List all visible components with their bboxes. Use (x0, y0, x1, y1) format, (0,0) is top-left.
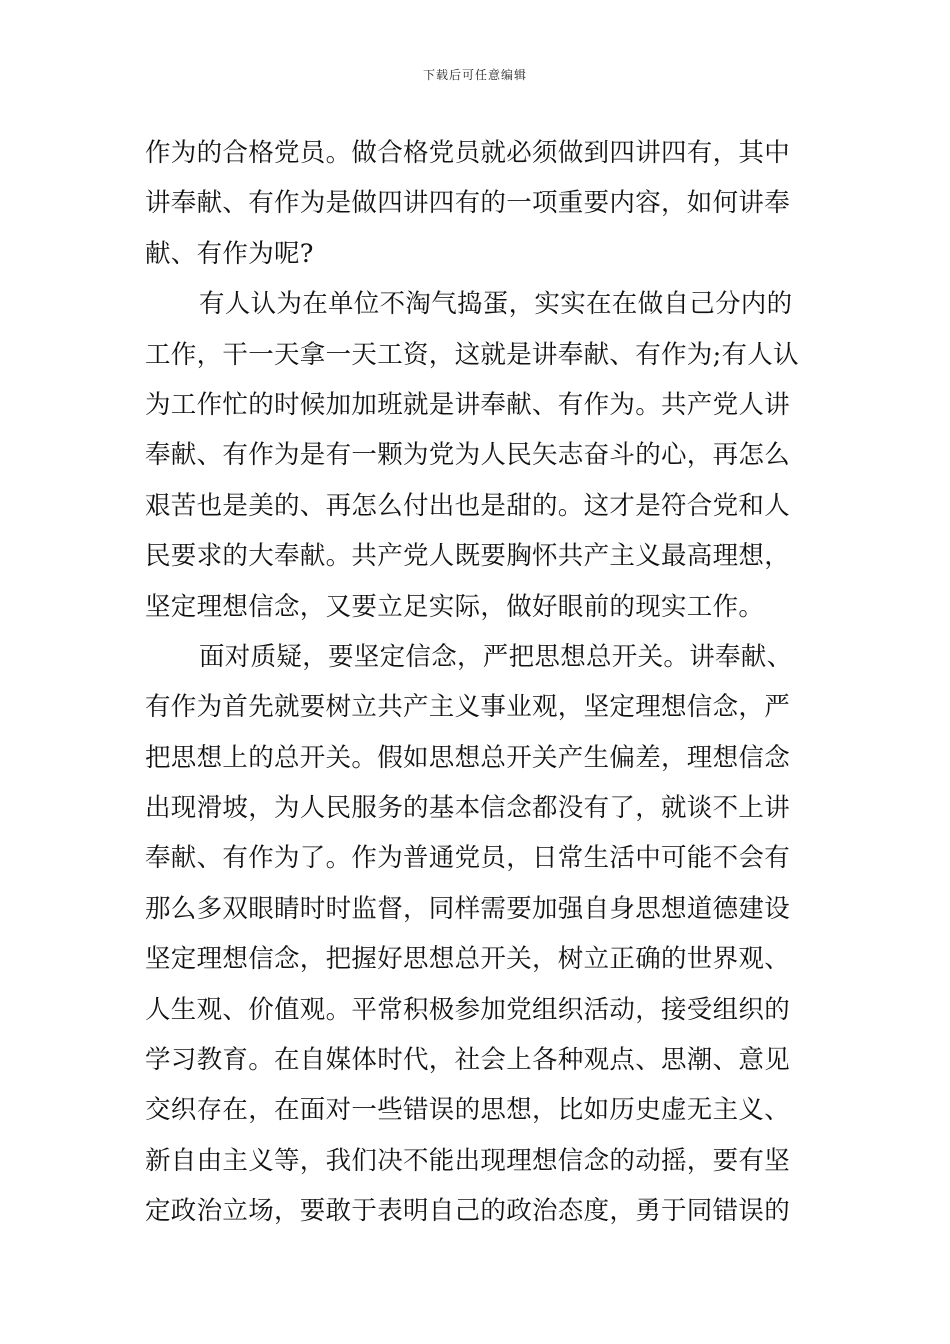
text-line: 坚定理想信念，又要立足实际，做好眼前的现实工作。 (145, 591, 765, 622)
text-line: 那么多双眼睛时时监督，同样需要加强自身思想道德建设 (145, 893, 791, 924)
paragraph-first-line: 有人认为在单位不淘气捣蛋，实实在在做自己分内的 (199, 289, 793, 320)
text-line: 把思想上的总开关。假如思想总开关产生偏差，理想信念 (145, 742, 791, 773)
text-line: 民要求的大奉献。共产党人既要胸怀共产主义最高理想， (145, 541, 791, 572)
text-line: 作为的合格党员。做合格党员就必须做到四讲四有，其中 (145, 138, 791, 168)
page-header: 下载后可任意编辑 (422, 68, 527, 82)
text-line: 坚定理想信念，把握好思想总开关，树立正确的世界观、 (145, 944, 791, 975)
text-line: 奉献、有作为了。作为普通党员，日常生活中可能不会有 (145, 843, 791, 874)
text-line: 新自由主义等，我们决不能出现理想信念的动摇，要有坚 (145, 1145, 791, 1176)
text-line: 学习教育。在自媒体时代，社会上各种观点、思潮、意见 (145, 1045, 791, 1076)
document-body (145, 128, 810, 1237)
text-line: 献、有作为呢? (145, 238, 314, 269)
text-line: 交织存在，在面对一些错误的思想，比如历史虚无主义、 (145, 1095, 791, 1126)
text-line: 工作，干一天拿一天工资，这就是讲奉献、有作为;有人认 (145, 339, 799, 370)
text-line: 定政治立场，要敢于表明自己的政治态度，勇于同错误的 (145, 1196, 791, 1227)
text-line: 讲奉献、有作为是做四讲四有的一项重要内容，如何讲奉 (145, 188, 791, 219)
paragraph-first-line: 面对质疑，要坚定信念，严把思想总开关。讲奉献、 (199, 641, 793, 672)
text-line: 艰苦也是美的、再怎么付出也是甜的。这才是符合党和人 (145, 490, 791, 521)
text-line: 出现滑坡，为人民服务的基本信念都没有了，就谈不上讲 (145, 793, 791, 824)
text-line: 人生观、价值观。平常积极参加党组织活动，接受组织的 (145, 994, 791, 1025)
text-line: 为工作忙的时候加加班就是讲奉献、有作为。共产党人讲 (145, 389, 791, 420)
text-line: 有作为首先就要树立共产主义事业观，坚定理想信念，严 (145, 692, 791, 723)
text-line: 奉献、有作为是有一颗为党为人民矢志奋斗的心，再怎么 (145, 440, 791, 471)
